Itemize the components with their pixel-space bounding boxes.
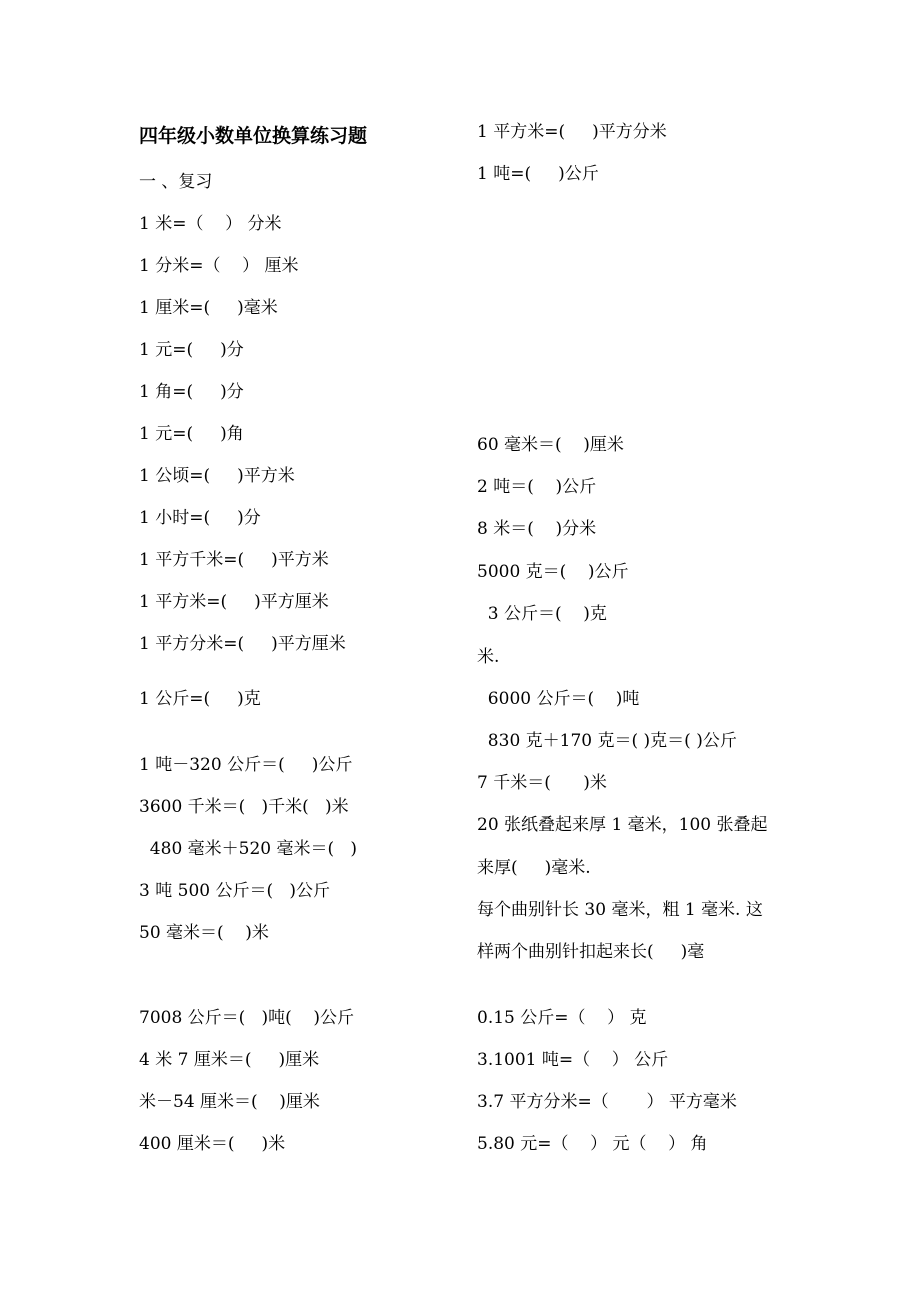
exercise-line: 每个曲别针长 30 毫米，粗 1 毫米. 这 (477, 900, 763, 920)
exercise-line: 1 小时=( )分 (139, 508, 261, 528)
exercise-line: 1 米=（ ） 分米 (139, 214, 282, 234)
exercise-line: 1 吨－320 公斤＝( )公斤 (139, 755, 353, 775)
exercise-line: 480 毫米＋520 毫米＝( ) (139, 839, 357, 859)
exercise-line: 1 分米=（ ） 厘米 (139, 256, 299, 276)
exercise-line: 1 角=( )分 (139, 382, 244, 402)
exercise-line: 3.1001 吨=（ ） 公斤 (477, 1050, 669, 1070)
exercise-line: 1 平方米=( )平方分米 (477, 122, 667, 142)
exercise-line: 50 毫米＝( )米 (139, 923, 269, 943)
exercise-line: 1 平方分米=( )平方厘米 (139, 634, 346, 654)
exercise-line: 6000 公斤＝( )吨 (477, 689, 640, 709)
exercise-line: 1 公斤=( )克 (139, 689, 261, 709)
exercise-line: 1 厘米=( )毫米 (139, 298, 278, 318)
exercise-line: 3.7 平方分米=（ ） 平方毫米 (477, 1092, 737, 1112)
exercise-line: 1 吨=( )公斤 (477, 164, 599, 184)
exercise-line: 60 毫米＝( )厘米 (477, 435, 624, 455)
exercise-line: 20 张纸叠起来厚 1 毫米，100 张叠起 (477, 815, 768, 835)
exercise-line: 1 平方千米=( )平方米 (139, 550, 329, 570)
exercise-line: 5000 克＝( )公斤 (477, 562, 629, 582)
exercise-line: 5.80 元=（ ） 元（ ） 角 (477, 1134, 708, 1154)
exercise-line: 来厚( )毫米. (477, 858, 591, 878)
exercise-line: 400 厘米＝( )米 (139, 1134, 286, 1154)
exercise-line: 1 元=( )分 (139, 340, 244, 360)
section-heading: 一 、复习 (139, 172, 213, 192)
exercise-line: 3 吨 500 公斤＝( )公斤 (139, 881, 330, 901)
exercise-line: 1 平方米=( )平方厘米 (139, 592, 329, 612)
exercise-line: 830 克＋170 克＝( )克＝( )公斤 (477, 731, 737, 751)
exercise-line: 1 公顷=( )平方米 (139, 466, 295, 486)
exercise-line: 4 米 7 厘米＝( )厘米 (139, 1050, 320, 1070)
exercise-line: 米－54 厘米＝( )厘米 (139, 1092, 320, 1112)
exercise-line: 1 元=( )角 (139, 424, 244, 444)
exercise-line: 米. (477, 647, 500, 667)
exercise-line: 7008 公斤＝( )吨( )公斤 (139, 1008, 355, 1028)
exercise-line: 3 公斤＝( )克 (477, 604, 607, 624)
exercise-line: 3600 千米＝( )千米( )米 (139, 797, 349, 817)
exercise-line: 0.15 公斤=（ ） 克 (477, 1008, 647, 1028)
exercise-line: 7 千米＝( )米 (477, 773, 607, 793)
exercise-line: 8 米＝( )分米 (477, 519, 597, 539)
exercise-line: 样两个曲别针扣起来长( )毫 (477, 942, 705, 962)
exercise-line: 2 吨＝( )公斤 (477, 477, 597, 497)
page-title: 四年级小数单位换算练习题 (139, 125, 368, 147)
